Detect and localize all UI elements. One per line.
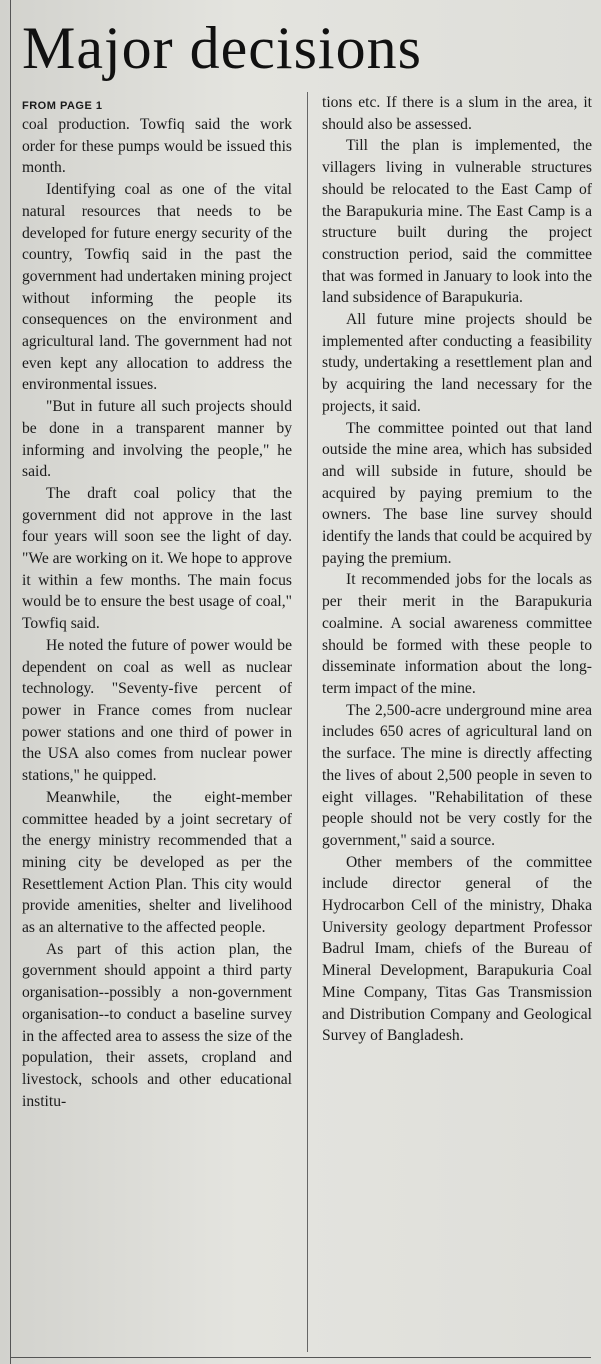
right-column-body <box>322 92 592 1047</box>
left-column <box>22 92 292 1352</box>
column-divider <box>307 92 308 1352</box>
article-paragraph: Other members of the committee include director general of the Hydrocarbon Cell of the ministry, Dhaka University geology department Professor Badrul Imam, chiefs of the Bureau of Mineral Development, Barapukuria Coal Mine Company, Titas Gas Transmission and Distribution Company and Geological Survey of Bangladesh. <box>322 853 592 1045</box>
article-paragraph: coal production. Towfiq said the work order for these pumps would be issued this month. <box>22 116 292 177</box>
article-paragraph: The committee pointed out that land outside the mine area, which has subsided and will subside in future, should be acquired by paying premium to the owners. The base line survey should identify the lands that could be acquired by paying the premium. <box>322 419 592 567</box>
article-paragraph: tions etc. If there is a slum in the area, it should also be assessed. <box>322 94 592 133</box>
article-paragraph: The draft coal policy that the government did not approve in the last four years will soon see the light of day. "We are working on it. We hope to approve it within a few months. The main focus would be to ensure the best usage of coal," Towfiq said. <box>22 484 292 633</box>
article-paragraph: The 2,500-acre underground mine area includes 650 acres of agricultural land on the surface. The mine is directly affecting the lives of about 2,500 people in seven to eight villages. "Rehabilitation of these people should not be very costly for the government," said a source. <box>322 701 592 849</box>
article-paragraph: It recommended jobs for the locals as per their merit in the Barapukuria coalmine. A social awareness committee should be formed with these people to disseminate information about the long-term impact of the mine. <box>322 571 592 697</box>
article-paragraph: He noted the future of power would be dependent on coal as well as nuclear technology. "Seventy-five percent of power in France comes from nuclear power stations and one third of power in the USA also comes from nuclear power stations," he quipped. <box>22 636 292 785</box>
article-paragraph: Till the plan is implemented, the villagers living in vulnerable structures should be relocated to the East Camp of the Barapukuria mine. The East Camp is a structure built during the project construction period, said the committee that was formed in January to look into the land subsidence of Barapukuria. <box>322 137 592 307</box>
headline: Major decisions <box>22 15 422 81</box>
article-paragraph: All future mine projects should be implemented after conducting a feasibility study, undertaking a resettlement plan and by acquiring the land necessary for the projects, it said. <box>322 311 592 415</box>
article-paragraph: Identifying coal as one of the vital natural resources that needs to be developed for future energy security of the country, Towfiq said in the past the government had undertaken mining project without informing the people its consequences on the environment and agricultural land. The government had not even kept any allocation to address the environmental issues. <box>22 181 292 394</box>
article-columns <box>22 92 592 1352</box>
article-paragraph: Meanwhile, the eight-member committee headed by a joint secretary of the energy ministry recommended that a mining city be developed as per the Resettlement Action Plan. This city would provide amenities, shelter and livelihood as an alternative to the affected people. <box>22 788 292 937</box>
left-column-body <box>22 114 292 1112</box>
kicker: FROM PAGE 1 <box>22 100 103 112</box>
article-paragraph: "But in future all such projects should be done in a transparent manner by informing and involving the people," he said. <box>22 398 292 481</box>
left-column-rule <box>10 0 11 1364</box>
bottom-rule <box>10 1357 591 1358</box>
right-column <box>322 92 592 1352</box>
article-paragraph: As part of this action plan, the government should appoint a third party organisation--possibly a non-government organisation--to conduct a baseline survey in the affected area to assess the size of the population, their assets, cropland and livestock, schools and other educational institu- <box>22 940 292 1110</box>
